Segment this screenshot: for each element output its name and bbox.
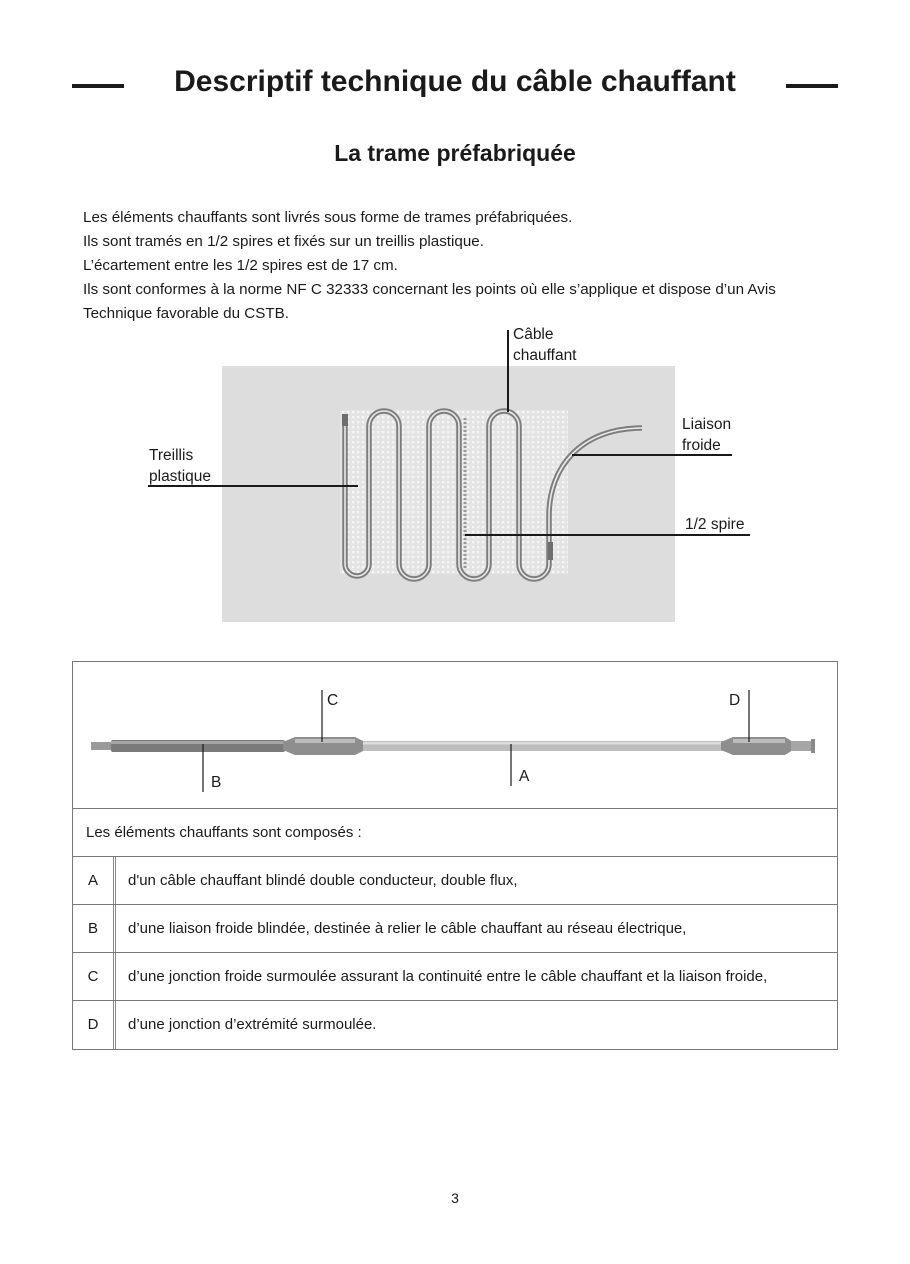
- page-title: Descriptif technique du câble chauffant: [174, 65, 736, 98]
- junction-c-highlight: [295, 739, 355, 743]
- label-line: froide: [682, 437, 721, 454]
- row-description: d’une jonction d’extrémité surmoulée.: [128, 1016, 377, 1033]
- cable-label-b: B: [211, 774, 222, 791]
- label-line: Liaison: [682, 416, 732, 433]
- page-number: 3: [451, 1190, 459, 1206]
- cable-label-c: C: [327, 692, 339, 709]
- cable-end-ring: [811, 739, 815, 753]
- intro-line: Ils sont tramés en 1/2 spires et fixés sur un treillis plastique.: [83, 233, 484, 250]
- label-treillis-plastique: [149, 445, 211, 487]
- label-line: plastique: [149, 468, 212, 485]
- row-letter: D: [73, 1001, 116, 1049]
- cable-illustration: [73, 662, 836, 808]
- title-row: [0, 62, 910, 106]
- row-letter: C: [73, 953, 116, 1000]
- label-liaison-froide: [682, 414, 731, 456]
- label-line: Câble: [513, 326, 554, 343]
- row-description: d’une jonction froide surmoulée assurant la continuité entre le câble chauffant et la liaison froide,: [128, 967, 768, 985]
- label-line: chauffant: [513, 347, 577, 364]
- label-cable-chauffant: [513, 324, 577, 366]
- intro-line: Les éléments chauffants sont livrés sous forme de trames préfabriquées.: [83, 209, 573, 226]
- intro-line: Ils sont conformes à la norme NF C 32333 concernant les points où elle s’applique et dispose d’un Avis Technique favorable du CSTB.: [83, 281, 776, 322]
- section-subtitle: La trame préfabriquée: [334, 140, 576, 166]
- label-line: Treillis: [149, 447, 194, 464]
- label-demi-spire: 1/2 spire: [685, 516, 745, 533]
- heating-cable-highlight: [363, 742, 723, 745]
- intro-line: L’écartement entre les 1/2 spires est de 17 cm.: [83, 257, 398, 274]
- table-row: [73, 857, 837, 905]
- components-table: [72, 661, 838, 1050]
- cable-diagram: [73, 662, 837, 809]
- table-row: [73, 953, 837, 1001]
- junction-d-highlight: [733, 739, 785, 743]
- table-row: [73, 1001, 837, 1049]
- row-letter: B: [73, 905, 116, 952]
- heating-mat-figure: [0, 320, 910, 640]
- cold-lead-highlight: [111, 741, 285, 744]
- title-rule-right: [786, 84, 838, 88]
- table-row: [73, 905, 837, 953]
- cable-label-a: A: [519, 768, 530, 785]
- row-description: d'un câble chauffant blindé double conducteur, double flux,: [128, 871, 518, 889]
- cable-label-d: D: [729, 692, 741, 709]
- title-rule-left: [72, 84, 124, 88]
- figure-leader-lines: [0, 320, 910, 640]
- row-letter: A: [73, 857, 116, 904]
- row-description: d’une liaison froide blindée, destinée à relier le câble chauffant au réseau électrique,: [128, 919, 687, 937]
- cable-left-connector: [91, 742, 113, 750]
- components-intro: Les éléments chauffants sont composés :: [73, 809, 837, 857]
- cable-end-tip: [791, 741, 813, 751]
- intro-paragraph: [83, 206, 843, 326]
